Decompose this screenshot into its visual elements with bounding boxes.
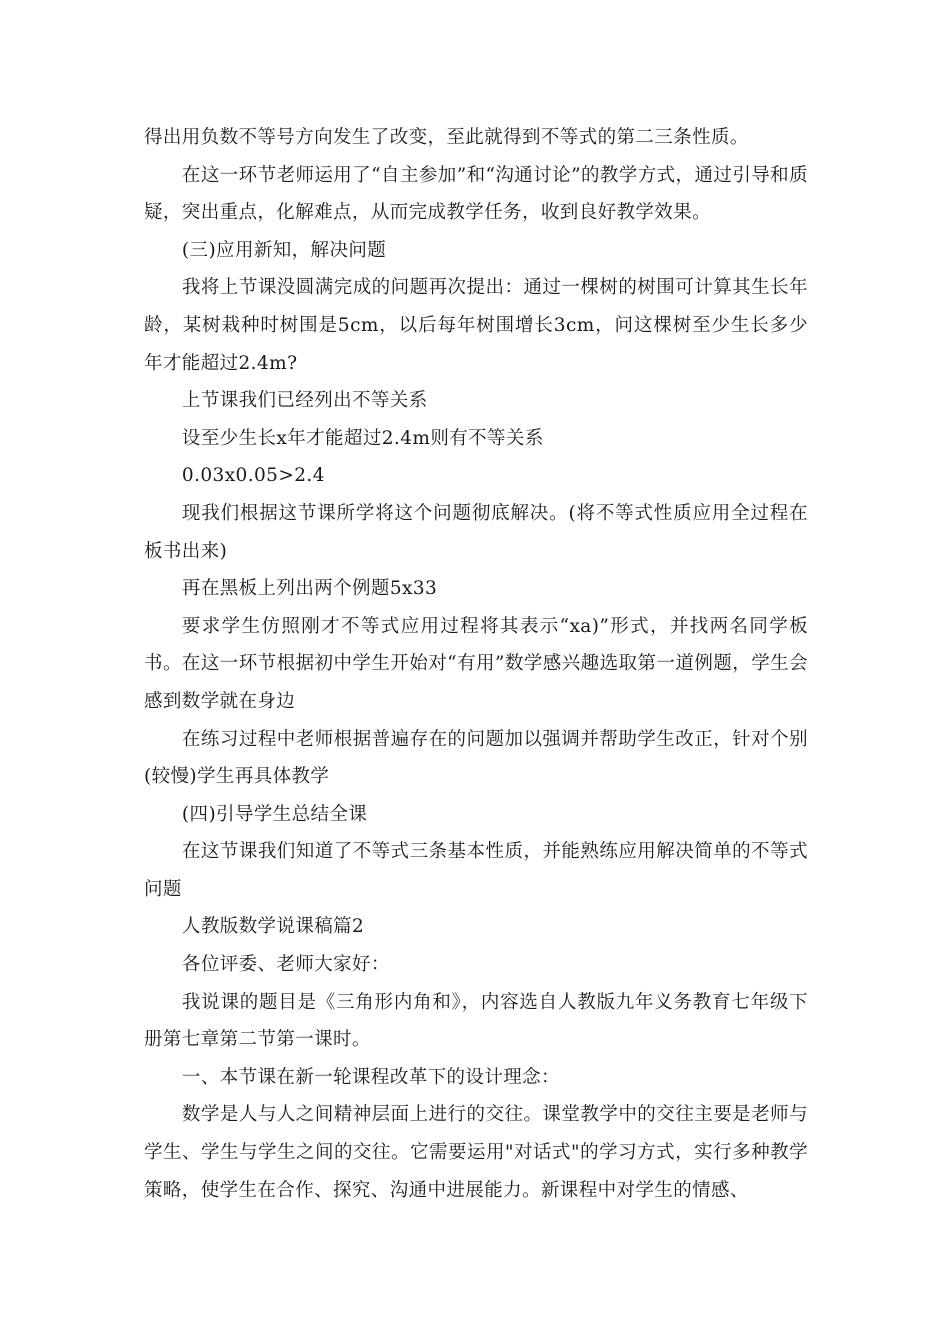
paragraph: 在这节课我们知道了不等式三条基本性质，并能熟练应用解决简单的不等式问题 xyxy=(144,841,808,900)
paragraph: 在练习过程中老师根据普遍存在的问题加以强调并帮助学生改正，针对个别(较慢)学生再具体教学 xyxy=(144,728,808,788)
paragraph: 上节课我们已经列出不等关系 xyxy=(181,390,428,412)
paragraph: 在这一环节老师运用了“自主参加”和“沟通讨论”的教学方式，通过引导和质疑，突出重点，化解难点，从而完成教学任务，收到良好教学效果。 xyxy=(144,164,808,224)
section-heading: (四)引导学生总结全课 xyxy=(181,803,368,825)
paragraph: 设至少生长x年才能超过2.4m则有不等关系 xyxy=(181,427,544,449)
formula-line: 0.03x0.05>2.4 xyxy=(181,465,325,487)
article-title: 人教版数学说课稿篇2 xyxy=(181,916,365,938)
section-heading: 一、本节课在新一轮课程改革下的设计理念： xyxy=(181,1066,560,1088)
section-heading: (三)应用新知，解决问题 xyxy=(181,239,387,261)
document-body xyxy=(144,119,808,1209)
greeting: 各位评委、老师大家好： xyxy=(181,954,390,976)
paragraph: 现我们根据这节课所学将这个问题彻底解决。(将不等式性质应用全过程在板书出来) xyxy=(144,502,808,562)
paragraph: 我将上节课没圆满完成的问题再次提出：通过一棵树的树围可计算其生长年龄，某树栽种时树围是5cm，以后每年树围增长3cm，问这棵树至少生长多少年才能超过2.4m? xyxy=(144,277,808,374)
paragraph: 得出用负数不等号方向发生了改变，至此就得到不等式的第二三条性质。 xyxy=(144,127,749,148)
paragraph: 要求学生仿照刚才不等式应用过程将其表示“xa)”形式，并找两名同学板书。在这一环节根据初中学生开始对“有用”数学感兴趣选取第一道例题，学生会感到数学就在身边 xyxy=(144,615,808,712)
paragraph: 数学是人与人之间精神层面上进行的交往。课堂教学中的交往主要是老师与学生、学生与学生之间的交往。它需要运用"对话式"的学习方式，实行多种教学策略，使学生在合作、探究、沟通中进展能力。新课程中对学生的情感、 xyxy=(144,1104,808,1201)
paragraph: 再在黑板上列出两个例题5x33 xyxy=(181,578,438,600)
paragraph: 我说课的题目是《三角形内角和》，内容选自人教版九年义务教育七年级下册第七章第二节第一课时。 xyxy=(144,991,808,1051)
